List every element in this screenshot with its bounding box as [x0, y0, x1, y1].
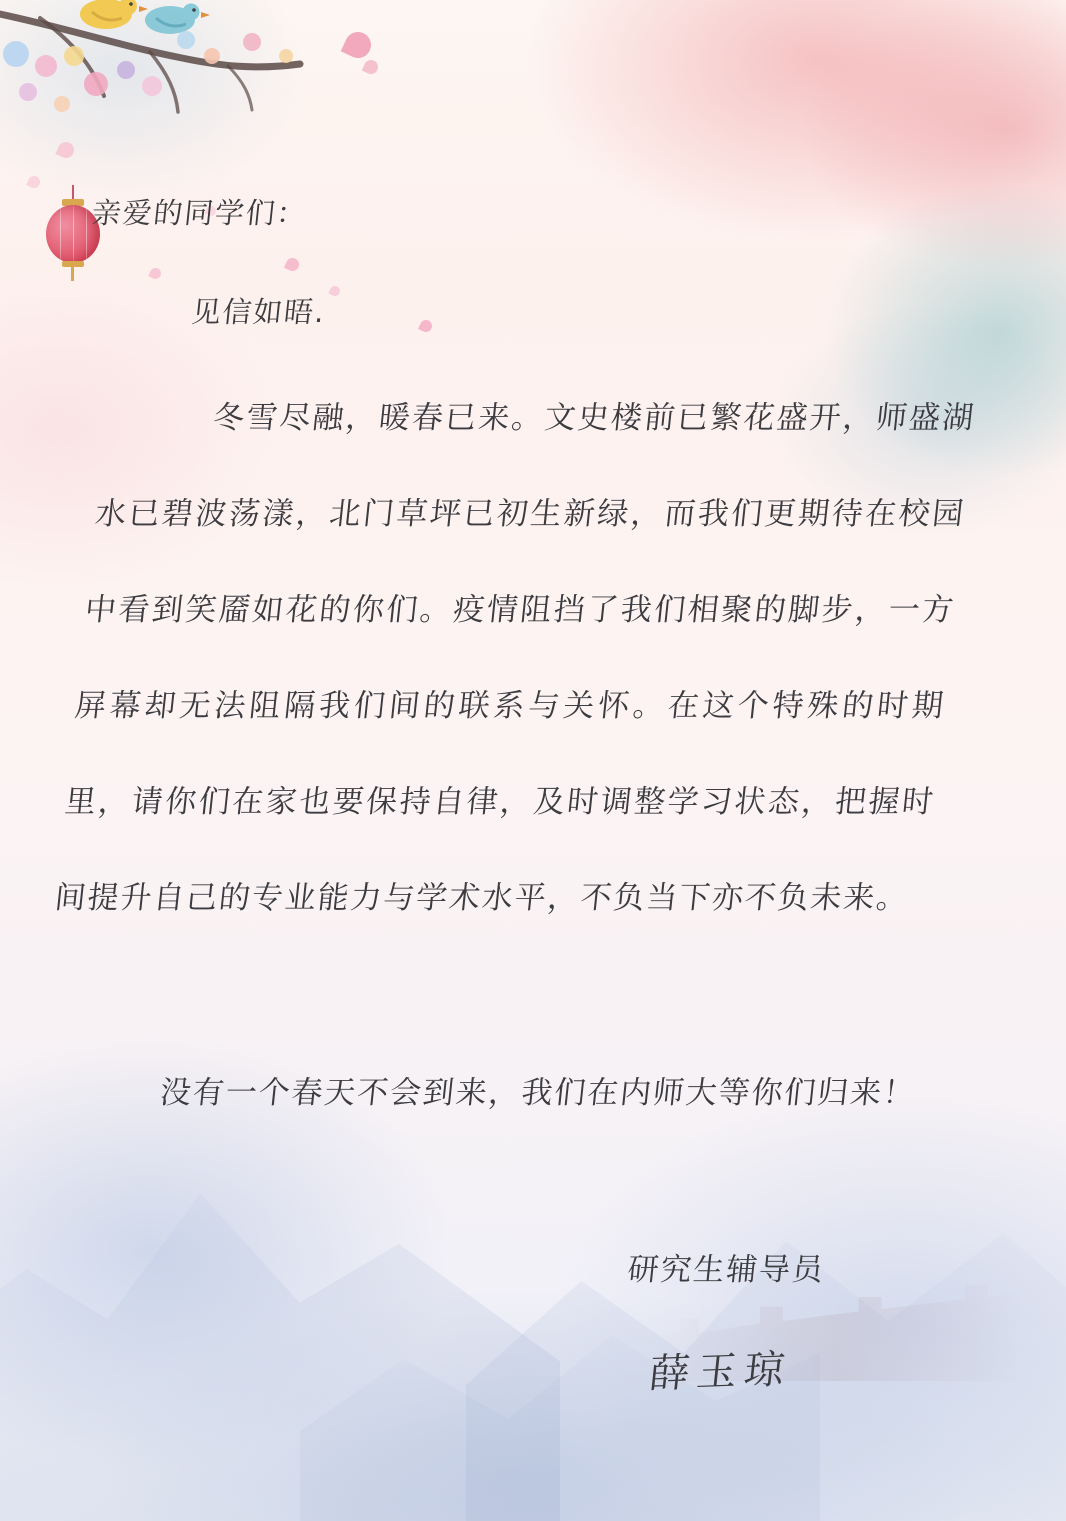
letter-salutation: 亲爱的同学们： [90, 196, 310, 230]
letter-greeting: 见信如晤. [190, 295, 328, 329]
letter-body-paragraph: 冬雪尽融，暖春已来。文史楼前已繁花盛开，师盛湖水已碧波荡漾，北门草坪已初生新绿，而我们更期待在校园中看到笑靥如花的你们。疫情阻挡了我们相聚的脚步，一方屏幕却无法阻隔我们间的联系与关怀。在这个特殊的时期里，请你们在家也要保持自律，及时调整学习状态，把握时间提升自己的专业能力与学术水平，不负当下亦不负未来。 [52, 400, 978, 916]
signature-role: 研究生辅导员 [625, 1252, 827, 1288]
signature-name: 薛玉琼 [646, 1346, 794, 1398]
letter-closing-paragraph: 没有一个春天不会到来，我们在内师大等你们归来！ [158, 1075, 918, 1111]
